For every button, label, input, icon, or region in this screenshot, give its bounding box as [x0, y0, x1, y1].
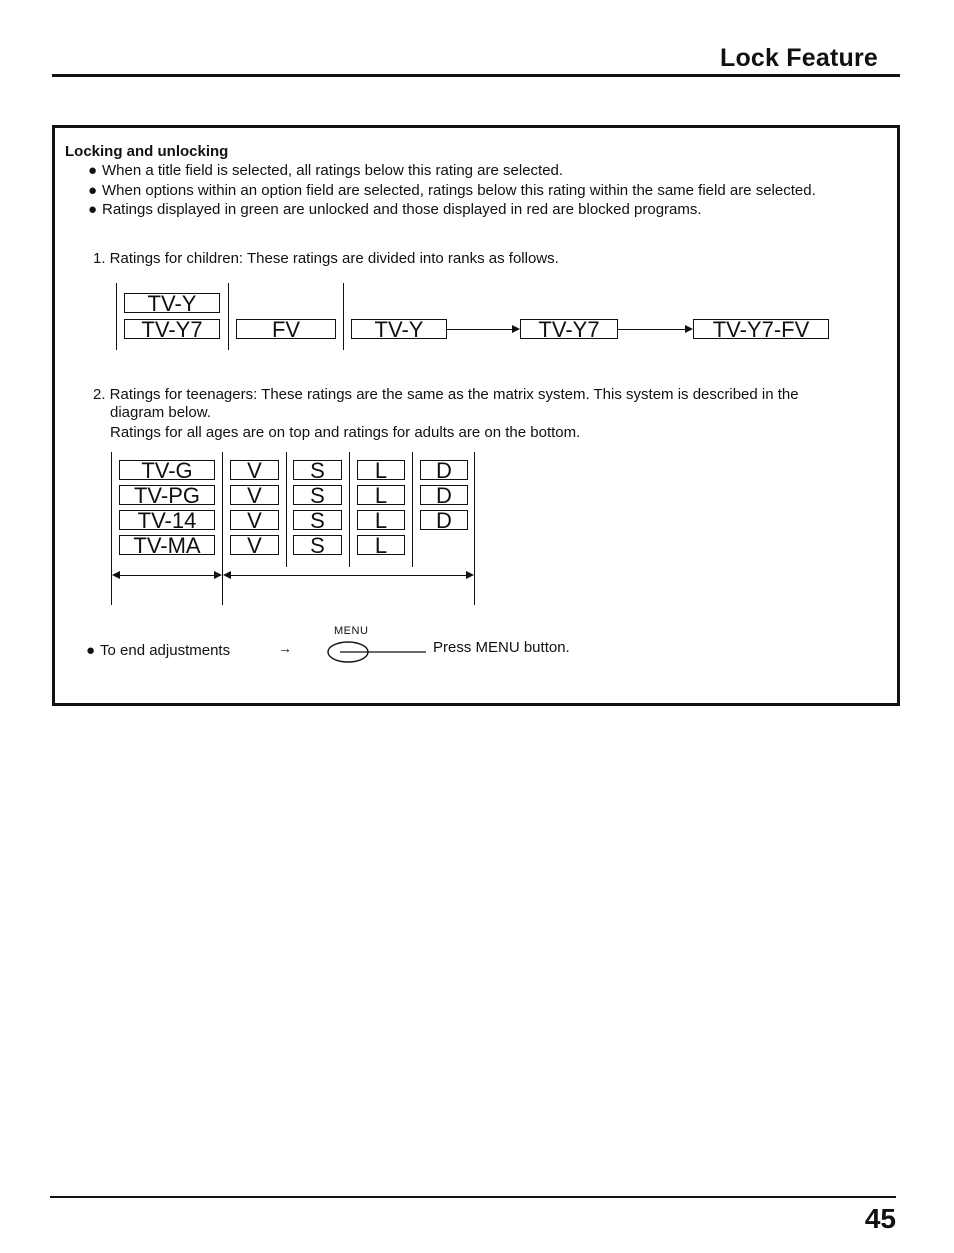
rating-box-chain-tv-y7: TV-Y7: [520, 319, 618, 339]
rating-box-d: D: [420, 460, 468, 480]
bullet-dot-icon: ●: [88, 162, 98, 179]
rating-box-s: S: [293, 485, 342, 505]
rating-box-s: S: [293, 535, 342, 555]
rating-box-tv-y: TV-Y: [124, 293, 220, 313]
bullet-dot-icon: ●: [88, 201, 98, 218]
rating-box-s: S: [293, 460, 342, 480]
arrow-right-icon: [466, 571, 474, 579]
item-2-text-cont2: Ratings for all ages are on top and ratings for adults are on the bottom.: [110, 424, 581, 441]
rating-box-l: L: [357, 460, 405, 480]
arrow-right-icon: →: [278, 640, 292, 656]
divider-line: [474, 452, 475, 605]
bullet-item: ● Ratings displayed in green are unlocked and those displayed in red are blocked programs.: [88, 201, 702, 218]
arrow-line: [447, 329, 513, 330]
end-adjustments-item: ● To end adjustments: [86, 642, 231, 659]
section-heading: Locking and unlocking: [65, 143, 229, 160]
divider-line: [412, 452, 413, 567]
rating-box-v: V: [230, 535, 279, 555]
divider-line: [116, 283, 117, 350]
rating-box-chain-tv-y: TV-Y: [351, 319, 447, 339]
bullet-item: ● When options within an option field are selected, ratings below this rating within the same field are selected.: [88, 182, 816, 199]
item-2-text-cont: diagram below.: [110, 404, 211, 421]
item-1-text: 1. Ratings for children: These ratings are divided into ranks as follows.: [93, 250, 559, 267]
rating-box-s: S: [293, 510, 342, 530]
rating-box-l: L: [357, 485, 405, 505]
item-2-text: 2. Ratings for teenagers: These ratings are the same as the matrix system. This system is described in the: [93, 386, 799, 403]
rating-box-v: V: [230, 510, 279, 530]
rating-box-tv-y7: TV-Y7: [124, 319, 220, 339]
divider-line: [222, 452, 223, 605]
arrow-right-icon: [214, 571, 222, 579]
rating-box-d: D: [420, 510, 468, 530]
arrow-right-icon: [512, 325, 520, 333]
arrow-right-icon: [685, 325, 693, 333]
menu-button-label: MENU: [334, 625, 369, 637]
rating-box-tv-g: TV-G: [119, 460, 215, 480]
page-number: 45: [864, 1203, 896, 1234]
divider-line: [349, 452, 350, 567]
divider-line: [343, 283, 344, 350]
rating-box-tv-pg: TV-PG: [119, 485, 215, 505]
arrow-line: [618, 329, 686, 330]
menu-button-icon: [326, 640, 430, 666]
divider-line: [228, 283, 229, 350]
page-title: Lock Feature: [719, 44, 878, 72]
rating-box-d: D: [420, 485, 468, 505]
menu-instruction: Press MENU button.: [433, 639, 570, 656]
rating-box-v: V: [230, 460, 279, 480]
rating-box-chain-tv-y7-fv: TV-Y7-FV: [693, 319, 829, 339]
rating-box-fv: FV: [236, 319, 336, 339]
divider-line: [286, 452, 287, 567]
rating-box-l: L: [357, 535, 405, 555]
bullet-item: ● When a title field is selected, all ratings below this rating are selected.: [88, 162, 564, 179]
rating-box-tv-ma: TV-MA: [119, 535, 215, 555]
footer-rule: [50, 1196, 896, 1198]
arrow-line: [230, 575, 466, 576]
arrow-line: [118, 575, 214, 576]
divider-line: [111, 452, 112, 605]
header-rule: [52, 74, 900, 77]
rating-box-v: V: [230, 485, 279, 505]
rating-box-tv-14: TV-14: [119, 510, 215, 530]
rating-box-l: L: [357, 510, 405, 530]
bullet-dot-icon: ●: [88, 182, 98, 199]
bullet-dot-icon: ●: [86, 642, 96, 659]
